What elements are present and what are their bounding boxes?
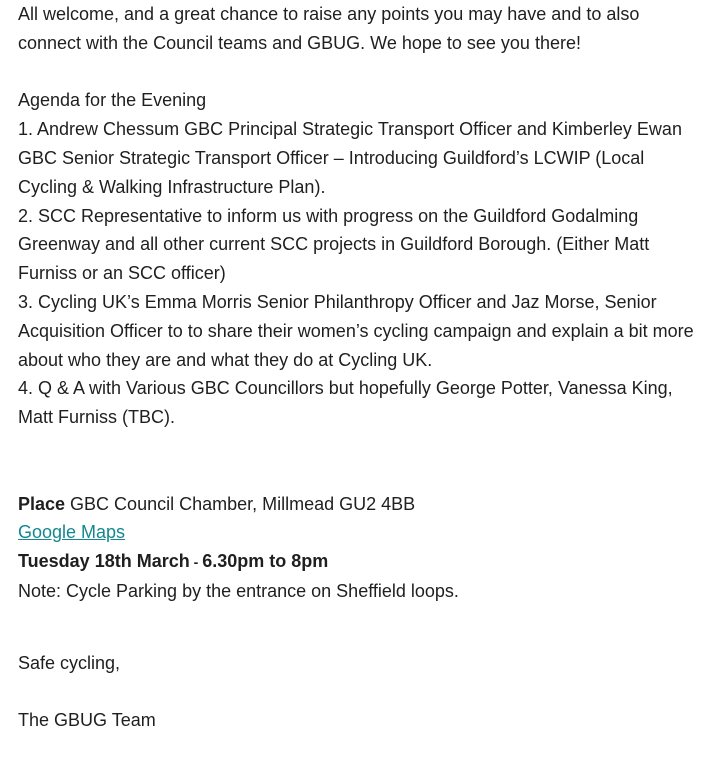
intro-paragraph: All welcome, and a great chance to raise any points you may have and to also connect with the Council teams and GBUG. We hope to see you there! <box>18 4 640 53</box>
parking-note: Note: Cycle Parking by the entrance on Sheffield loops. <box>18 580 459 601</box>
agenda-item-3: 3. Cycling UK’s Emma Morris Senior Philanthropy Officer and Jaz Morse, Senior Acquisition Officer to to share their women’s cycling campaign and explain a bit more about who they are and what they do at Cycling UK. <box>18 291 694 370</box>
agenda-heading: Agenda for the Evening <box>18 90 207 111</box>
signoff-team: The GBUG Team <box>18 710 156 731</box>
email-body <box>18 0 698 735</box>
date-time-separator: - <box>189 554 203 571</box>
signoff-greeting: Safe cycling, <box>18 652 121 673</box>
place-label: Place <box>18 493 66 514</box>
agenda-item-4: 4. Q & A with Various GBC Councillors but hopefully George Potter, Vanessa King, Matt Furniss (TBC). <box>18 378 673 428</box>
agenda-section <box>18 86 698 432</box>
place-line <box>18 490 698 519</box>
maps-line <box>18 518 698 547</box>
event-date: Tuesday 18th March <box>18 551 190 572</box>
event-time: 6.30pm to 8pm <box>202 551 329 572</box>
date-time-line <box>18 547 698 577</box>
google-maps-link[interactable]: Google Maps <box>18 522 126 543</box>
agenda-item-1: 1. Andrew Chessum GBC Principal Strategic Transport Officer and Kimberley Ewan GBC Senior Strategic Transport Officer – Introducing Guildford’s LCWIP (Local Cycling & Walking Infrastructure Plan). <box>18 119 682 197</box>
agenda-item-2: 2. SCC Representative to inform us with progress on the Guildford Godalming Greenway and all other current SCC projects in Guildford Borough. (Either Matt Furniss or an SCC officer) <box>18 205 650 284</box>
place-value: GBC Council Chamber, Millmead GU2 4BB <box>65 493 416 514</box>
event-details <box>18 490 698 606</box>
